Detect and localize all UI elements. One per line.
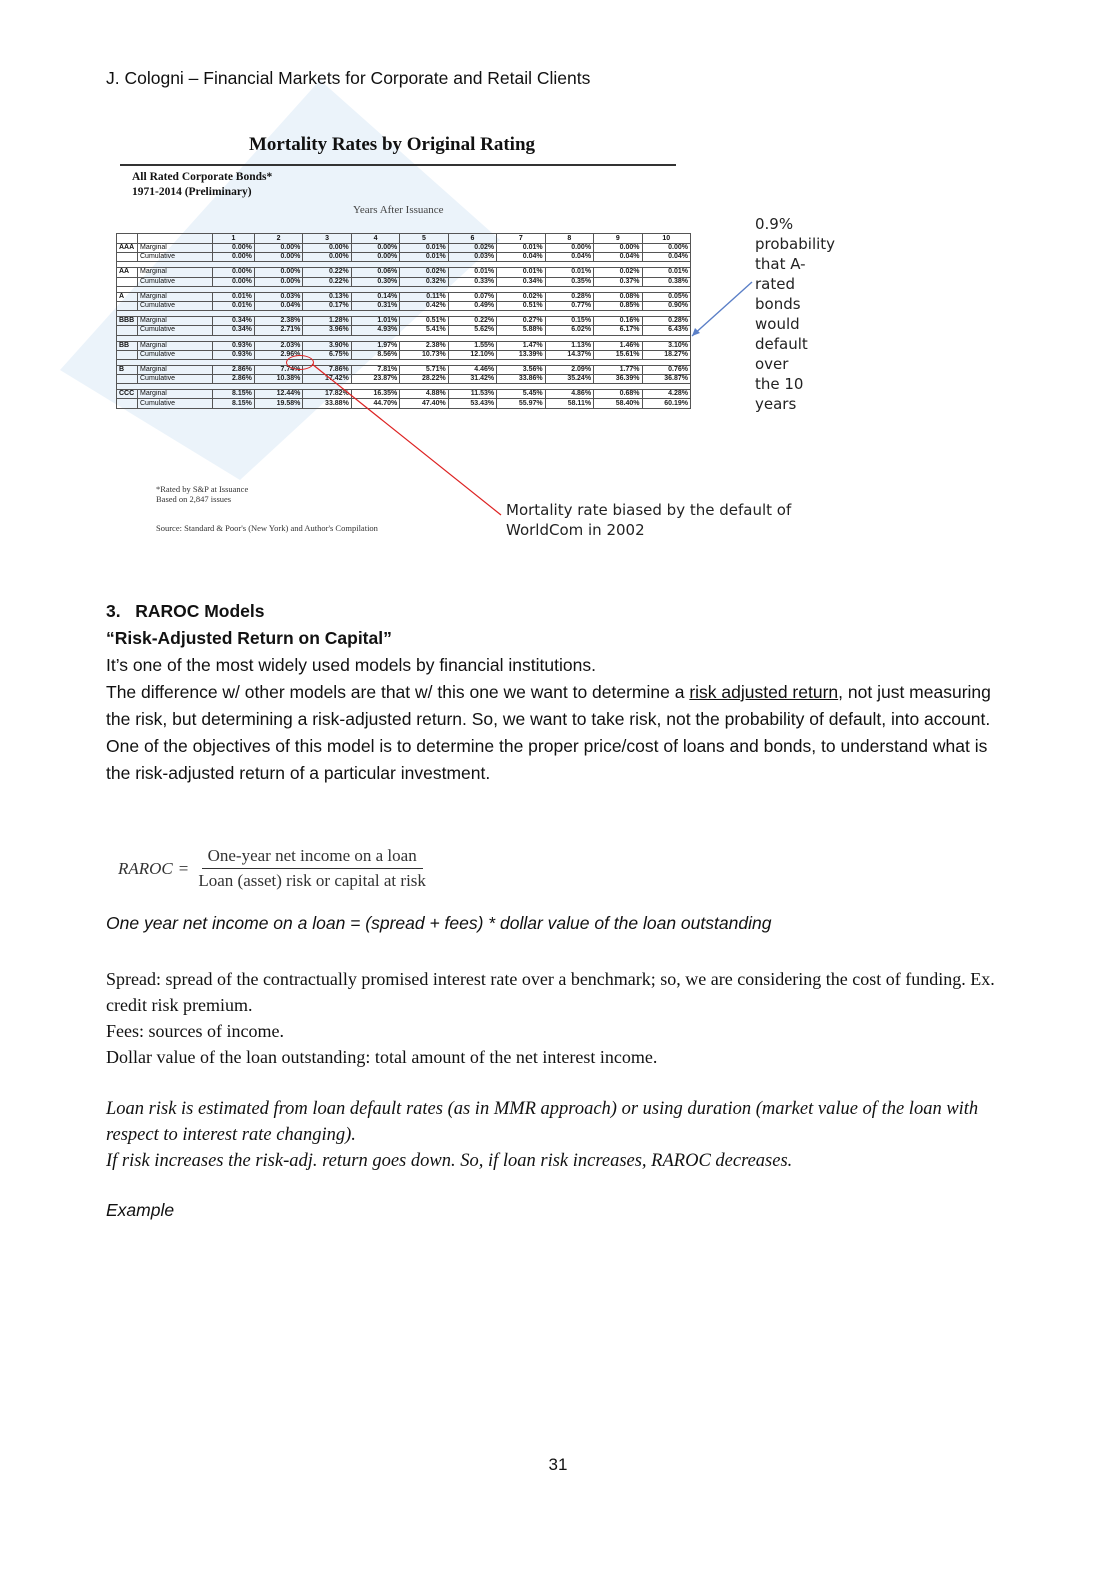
value-cell: 0.68% — [594, 390, 642, 399]
value-cell: 0.16% — [594, 317, 642, 326]
section-title: RAROC Models — [135, 601, 265, 621]
year-col-header: 6 — [448, 234, 496, 244]
value-cell: 31.42% — [448, 375, 496, 384]
value-cell: 1.55% — [448, 341, 496, 350]
value-cell: 0.90% — [642, 301, 690, 310]
figure-subtitle-line2: 1971-2014 (Preliminary) — [132, 186, 252, 198]
rating-cell: AAA — [117, 244, 138, 253]
value-cell: 23.87% — [351, 375, 399, 384]
value-cell: 6.75% — [303, 350, 351, 359]
value-cell: 0.34% — [497, 277, 545, 286]
value-cell: 0.01% — [213, 292, 255, 301]
value-cell: 0.01% — [497, 244, 545, 253]
figure-title: Mortality Rates by Original Rating — [249, 134, 536, 155]
value-cell: 0.01% — [545, 268, 593, 277]
value-cell: 44.70% — [351, 399, 399, 408]
row-type-cell: Cumulative — [138, 399, 213, 408]
value-cell: 7.74% — [254, 365, 302, 374]
note-loan-risk: Loan risk is estimated from loan default rates (as in MMR approach) or using duration (market value of the loan with respect to interest rate changing). — [106, 1099, 979, 1145]
value-cell: 0.02% — [400, 268, 448, 277]
value-cell: 13.39% — [497, 350, 545, 359]
value-cell: 0.05% — [642, 292, 690, 301]
value-cell: 2.96% — [254, 350, 302, 359]
annotation-bbb-line1: Mortality rate biased by the default of — [506, 501, 792, 519]
value-cell: 2.71% — [254, 326, 302, 335]
paragraph-3: One of the objectives of this model is to determine the proper price/cost of loans and bonds, to understand what is the risk-adjusted return of a particular investment. — [106, 736, 988, 783]
value-cell: 0.06% — [351, 268, 399, 277]
value-cell: 0.00% — [545, 244, 593, 253]
value-cell: 0.01% — [400, 253, 448, 262]
value-cell: 7.81% — [351, 365, 399, 374]
value-cell: 8.15% — [213, 390, 255, 399]
formula-fraction — [192, 846, 432, 891]
row-type-cell: Cumulative — [138, 277, 213, 286]
figure-note-line2: Based on 2,847 issues — [156, 494, 232, 504]
value-cell: 8.15% — [213, 399, 255, 408]
annotation-bbb-worldcom — [506, 500, 791, 540]
value-cell: 0.17% — [303, 301, 351, 310]
net-income-definition: One year net income on a loan = (spread + fees) * dollar value of the loan outstanding — [106, 913, 772, 933]
formula-lhs: RAROC — [118, 858, 173, 878]
value-cell: 0.76% — [642, 365, 690, 374]
value-cell: 0.03% — [254, 292, 302, 301]
value-cell: 0.34% — [213, 317, 255, 326]
figure-note-line1: *Rated by S&P at Issuance — [156, 484, 249, 494]
page-header: J. Cologni – Financial Markets for Corporate and Retail Clients — [106, 68, 591, 88]
value-cell: 4.28% — [642, 390, 690, 399]
value-cell: 0.77% — [545, 301, 593, 310]
value-cell: 0.85% — [594, 301, 642, 310]
value-cell: 0.42% — [400, 301, 448, 310]
year-col-header: 10 — [642, 234, 690, 244]
value-cell: 0.07% — [448, 292, 496, 301]
formula-numerator: One-year net income on a loan — [202, 846, 423, 869]
annotation-a-rated — [755, 214, 835, 414]
row-type-cell: Cumulative — [138, 375, 213, 384]
value-cell: 2.38% — [254, 317, 302, 326]
annotation-a-line1: 0.9% probability — [755, 215, 836, 253]
rating-cell: BBB — [117, 317, 138, 326]
section-heading — [106, 598, 1011, 625]
annotation-a-line2: that A-rated bonds — [755, 255, 806, 313]
row-type-cell: Marginal — [138, 341, 213, 350]
value-cell: 0.28% — [545, 292, 593, 301]
rating-cell: A — [117, 292, 138, 301]
value-cell: 6.17% — [594, 326, 642, 335]
value-cell: 0.04% — [594, 253, 642, 262]
row-type-cell: Cumulative — [138, 253, 213, 262]
row-type-cell: Cumulative — [138, 326, 213, 335]
value-cell: 10.73% — [400, 350, 448, 359]
value-cell: 60.19% — [642, 399, 690, 408]
value-cell: 1.01% — [351, 317, 399, 326]
arrow-line-bbb — [312, 364, 501, 515]
terms-block — [106, 966, 1011, 1070]
paragraph-1: It’s one of the most widely used models by financial institutions. — [106, 655, 596, 675]
value-cell: 0.00% — [254, 244, 302, 253]
value-cell: 0.35% — [545, 277, 593, 286]
value-cell: 15.61% — [594, 350, 642, 359]
value-cell: 0.04% — [497, 253, 545, 262]
value-cell: 16.35% — [351, 390, 399, 399]
value-cell: 35.24% — [545, 375, 593, 384]
value-cell: 11.53% — [448, 390, 496, 399]
term-spread: Spread: spread of the contractually promised interest rate over a benchmark; so, we are considering the cost of funding. Ex. credit risk premium. — [106, 969, 995, 1015]
note-risk-increase: If risk increases the risk-adj. return goes down. So, if loan risk increases, RAROC decreases. — [106, 1151, 793, 1171]
year-col-header: 3 — [303, 234, 351, 244]
value-cell: 1.13% — [545, 341, 593, 350]
value-cell: 0.34% — [213, 326, 255, 335]
value-cell: 0.04% — [254, 301, 302, 310]
value-cell: 0.00% — [213, 253, 255, 262]
value-cell: 0.00% — [303, 253, 351, 262]
value-cell: 5.62% — [448, 326, 496, 335]
value-cell: 36.39% — [594, 375, 642, 384]
row-type-cell: Marginal — [138, 292, 213, 301]
formula-denominator: Loan (asset) risk or capital at risk — [198, 871, 426, 890]
annotation-a-line4: the 10 years — [755, 375, 804, 413]
value-cell: 0.02% — [497, 292, 545, 301]
row-type-cell: Marginal — [138, 268, 213, 277]
value-cell: 5.41% — [400, 326, 448, 335]
value-cell: 0.13% — [303, 292, 351, 301]
value-cell: 18.27% — [642, 350, 690, 359]
value-cell: 0.28% — [642, 317, 690, 326]
annotation-bbb-line2: WorldCom in 2002 — [506, 521, 645, 539]
value-cell: 0.38% — [642, 277, 690, 286]
value-cell: 0.00% — [213, 277, 255, 286]
term-fees: Fees: sources of income. — [106, 1021, 284, 1041]
value-cell: 0.22% — [303, 268, 351, 277]
value-cell: 3.96% — [303, 326, 351, 335]
value-cell: 3.90% — [303, 341, 351, 350]
risk-adjusted-return-underline: risk adjusted return — [689, 682, 839, 702]
value-cell: 0.93% — [213, 350, 255, 359]
value-cell: 0.01% — [497, 268, 545, 277]
year-col-header: 8 — [545, 234, 593, 244]
value-cell: 0.31% — [351, 301, 399, 310]
paragraph-2-b: , not just measuring the risk, but determining a risk-adjusted return. So, we want to take risk, not the probability of default, into account. — [106, 682, 991, 729]
value-cell: 17.42% — [303, 375, 351, 384]
term-dollar-value: Dollar value of the loan outstanding: total amount of the net interest income. — [106, 1047, 658, 1067]
value-cell: 0.27% — [497, 317, 545, 326]
raroc-formula — [118, 846, 432, 891]
example-label: Example — [106, 1200, 175, 1220]
value-cell: 53.43% — [448, 399, 496, 408]
value-cell: 0.00% — [254, 268, 302, 277]
value-cell: 0.11% — [400, 292, 448, 301]
value-cell: 0.00% — [351, 253, 399, 262]
value-cell: 2.86% — [213, 375, 255, 384]
value-cell: 2.38% — [400, 341, 448, 350]
value-cell: 6.43% — [642, 326, 690, 335]
formula-equals: = — [178, 858, 189, 878]
value-cell: 10.38% — [254, 375, 302, 384]
value-cell: 0.00% — [213, 268, 255, 277]
figure-subtitle-line1: All Rated Corporate Bonds* — [132, 171, 273, 183]
value-cell: 0.00% — [303, 244, 351, 253]
value-cell: 58.11% — [545, 399, 593, 408]
value-cell: 4.88% — [400, 390, 448, 399]
value-cell: 33.86% — [497, 375, 545, 384]
row-type-cell: Marginal — [138, 317, 213, 326]
value-cell: 0.37% — [594, 277, 642, 286]
value-cell: 0.33% — [448, 277, 496, 286]
value-cell: 14.37% — [545, 350, 593, 359]
value-cell: 0.00% — [351, 244, 399, 253]
value-cell: 5.88% — [497, 326, 545, 335]
value-cell: 0.00% — [254, 277, 302, 286]
value-cell: 0.03% — [448, 253, 496, 262]
value-cell: 36.87% — [642, 375, 690, 384]
value-cell: 0.51% — [400, 317, 448, 326]
value-cell: 0.51% — [497, 301, 545, 310]
value-cell: 28.22% — [400, 375, 448, 384]
value-cell: 0.08% — [594, 292, 642, 301]
value-cell: 0.15% — [545, 317, 593, 326]
value-cell: 0.14% — [351, 292, 399, 301]
value-cell: 12.44% — [254, 390, 302, 399]
row-type-cell: Marginal — [138, 244, 213, 253]
figure-source: Source: Standard & Poor's (New York) and Author's Compilation — [156, 523, 378, 533]
value-cell: 2.03% — [254, 341, 302, 350]
year-col-header: 5 — [400, 234, 448, 244]
value-cell: 0.02% — [448, 244, 496, 253]
value-cell: 1.47% — [497, 341, 545, 350]
value-cell: 0.00% — [594, 244, 642, 253]
years-after-issuance-label: Years After Issuance — [353, 204, 444, 216]
page-number: 31 — [548, 1455, 568, 1474]
value-cell: 8.56% — [351, 350, 399, 359]
value-cell: 0.00% — [254, 253, 302, 262]
value-cell: 2.86% — [213, 365, 255, 374]
section-body — [106, 598, 1011, 787]
value-cell: 0.01% — [213, 301, 255, 310]
section-number: 3. — [106, 601, 121, 621]
value-cell: 0.02% — [594, 268, 642, 277]
annotation-a-line3: would default over — [755, 315, 808, 373]
value-cell: 5.71% — [400, 365, 448, 374]
value-cell: 0.01% — [642, 268, 690, 277]
arrow-line-a — [692, 282, 752, 336]
row-type-cell: Marginal — [138, 390, 213, 399]
value-cell: 4.86% — [545, 390, 593, 399]
value-cell: 47.40% — [400, 399, 448, 408]
row-type-cell: Cumulative — [138, 350, 213, 359]
value-cell: 2.09% — [545, 365, 593, 374]
value-cell: 12.10% — [448, 350, 496, 359]
value-cell: 0.93% — [213, 341, 255, 350]
row-type-cell: Cumulative — [138, 301, 213, 310]
value-cell: 6.02% — [545, 326, 593, 335]
value-cell: 33.88% — [303, 399, 351, 408]
value-cell: 3.10% — [642, 341, 690, 350]
value-cell: 0.04% — [642, 253, 690, 262]
year-col-header: 9 — [594, 234, 642, 244]
rating-cell: CCC — [117, 390, 138, 399]
value-cell: 3.56% — [497, 365, 545, 374]
paragraph-2 — [106, 679, 1011, 733]
figure-note — [156, 484, 248, 504]
value-cell: 0.01% — [400, 244, 448, 253]
value-cell: 0.30% — [351, 277, 399, 286]
value-cell: 1.28% — [303, 317, 351, 326]
value-cell: 0.00% — [213, 244, 255, 253]
value-cell: 58.40% — [594, 399, 642, 408]
italic-notes — [106, 1096, 1011, 1174]
value-cell: 7.86% — [303, 365, 351, 374]
row-type-cell: Marginal — [138, 365, 213, 374]
value-cell: 19.58% — [254, 399, 302, 408]
value-cell: 4.46% — [448, 365, 496, 374]
value-cell: 5.45% — [497, 390, 545, 399]
mortality-figure — [116, 130, 836, 550]
value-cell: 17.82% — [303, 390, 351, 399]
value-cell: 0.22% — [303, 277, 351, 286]
year-col-header: 2 — [254, 234, 302, 244]
rating-cell: AA — [117, 268, 138, 277]
value-cell: 0.32% — [400, 277, 448, 286]
value-cell: 0.49% — [448, 301, 496, 310]
value-cell: 0.01% — [448, 268, 496, 277]
value-cell: 1.77% — [594, 365, 642, 374]
paragraph-2-a: The difference w/ other models are that w/ this one we want to determine a — [106, 682, 690, 702]
section-subtitle: “Risk-Adjusted Return on Capital” — [106, 628, 392, 648]
year-col-header: 4 — [351, 234, 399, 244]
year-col-header: 1 — [213, 234, 255, 244]
value-cell: 1.97% — [351, 341, 399, 350]
value-cell: 0.04% — [545, 253, 593, 262]
value-cell: 0.00% — [642, 244, 690, 253]
rating-cell: BB — [117, 341, 138, 350]
year-col-header: 7 — [497, 234, 545, 244]
rating-cell: B — [117, 365, 138, 374]
value-cell: 0.22% — [448, 317, 496, 326]
value-cell: 1.46% — [594, 341, 642, 350]
value-cell: 4.93% — [351, 326, 399, 335]
value-cell: 55.97% — [497, 399, 545, 408]
